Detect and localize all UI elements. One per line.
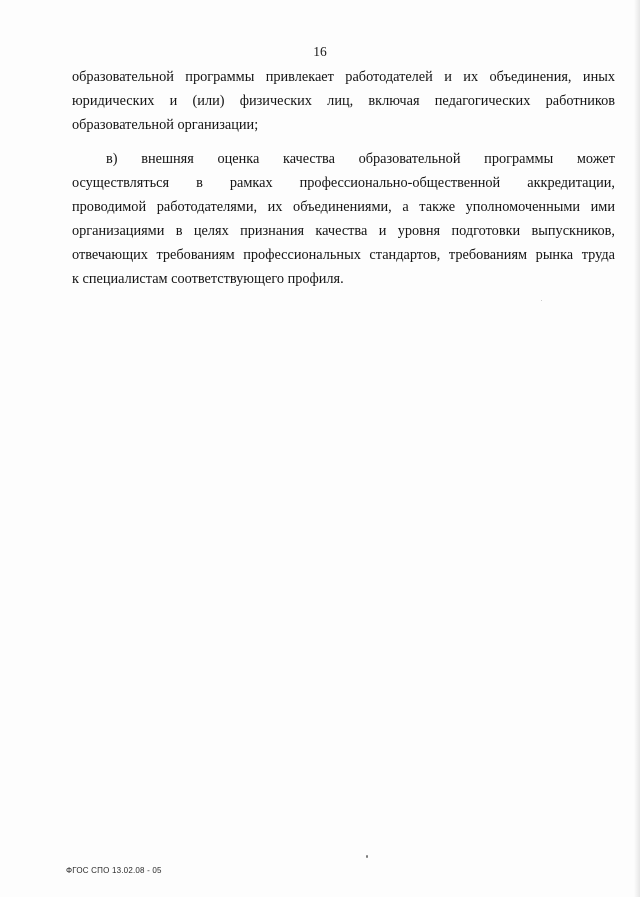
document-footer-code: ФГОС СПО 13.02.08 - 05	[66, 866, 162, 875]
paragraph-continuation	[72, 65, 615, 137]
text-line: образовательной организации;	[72, 117, 259, 133]
text-line: к специалистам соответствующего профиля.	[72, 271, 344, 287]
scan-edge-shadow	[634, 0, 640, 897]
scan-speck	[366, 855, 368, 858]
page-number: 16	[313, 44, 327, 59]
text-line: отвечающих требованиям профессиональных стандартов, требованиям рынка труда	[72, 247, 615, 263]
text-line: образовательной программы привлекает работодателей и их объединения, иных	[72, 69, 615, 85]
text-line: организациями в целях признания качества и уровня подготовки выпускников,	[72, 223, 615, 239]
text-line: в) внешняя оценка качества образовательной программы может	[106, 151, 615, 167]
paragraph-item-v	[72, 147, 615, 291]
text-line: проводимой работодателями, их объединениями, а также уполномоченными ими	[72, 199, 615, 215]
text-line: юридических и (или) физических лиц, включая педагогических работников	[72, 93, 615, 109]
scan-speck	[541, 300, 542, 301]
document-body	[72, 65, 615, 291]
text-line: осуществляться в рамках профессионально-общественной аккредитации,	[72, 175, 615, 191]
